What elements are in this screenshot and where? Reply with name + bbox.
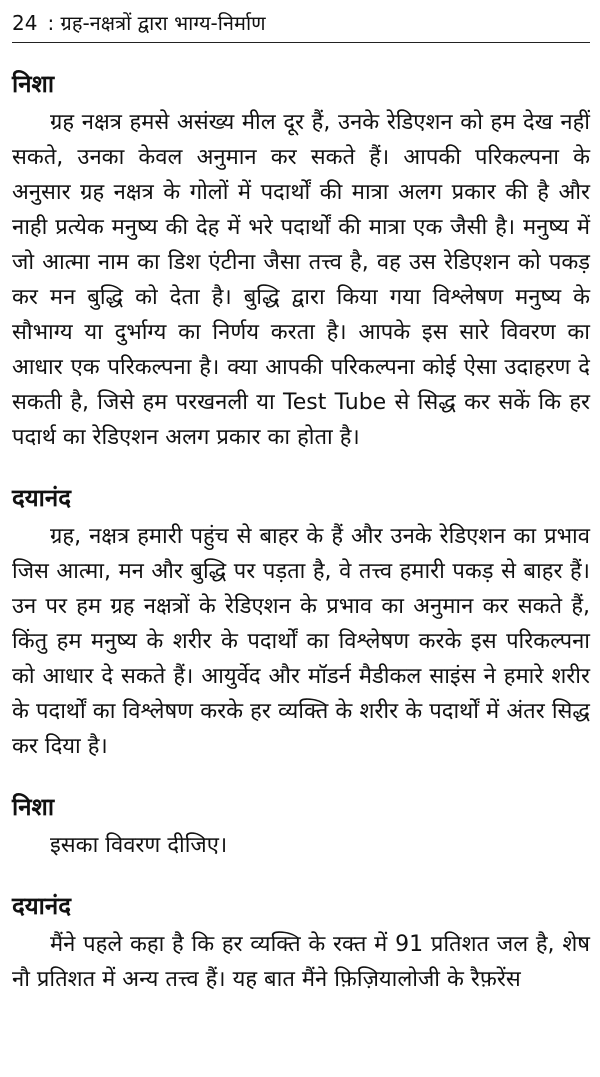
page-number: 24 <box>12 11 38 35</box>
speaker-name: दयानंद <box>12 892 71 920</box>
speaker-name: निशा <box>12 70 55 98</box>
speaker-name: दयानंद <box>12 484 71 512</box>
dialogue-paragraph: ग्रह, नक्षत्र हमारी पहुंच से बाहर के हैं और उनके रेडिएशन का प्रभाव जिस आत्मा, मन और बुद्धि पर पड़ता है, वे तत्त्व हमारी पकड़ से बाहर हैं। उन पर हम ग्रह नक्षत्रों के रेडिएशन के प्रभाव का अनुमान कर सकते हैं, किंतु हम मनुष्य के शरीर के पदार्थों का विश्लेषण करके इस परिकल्पना को आधार दे सकते हैं। आयुर्वेद और मॉडर्न मैडीकल साइंस ने हमारे शरीर के पदार्थों का विश्लेषण करके हर व्यक्ति के शरीर के पदार्थों में अंतर सिद्ध कर दिया है। <box>12 524 590 759</box>
dialogue-paragraph: ग्रह नक्षत्र हमसे असंख्य मील दूर हैं, उनके रेडिएशन को हम देख नहीं सकते, उनका केवल अनुमान कर सकते हैं। आपकी परिकल्पना के अनुसार ग्रह नक्षत्र के गोलों में पदार्थों की मात्रा अलग प्रकार की है और नाही प्रत्येक मनुष्य की देह में भरे पदार्थों की मात्रा एक जैसी है। मनुष्य में जो आत्मा नाम का डिश एंटीना जैसा तत्त्व है, वह उस रेडिएशन को पकड़ कर मन बुद्धि को देता है। बुद्धि द्वारा किया गया विश्लेषण मनुष्य के सौभाग्य या दुर्भाग्य का निर्णय करता है। आपके इस सारे विवरण का आधार एक परिकल्पना है। क्या आपकी परिकल्पना कोई ऐसा उदाहरण दे सकती है, जिसे हम परखनली या Test Tube से सिद्ध कर सकें कि हर पदार्थ का रेडिएशन अलग प्रकार का होता है। <box>12 110 590 450</box>
dialogue-paragraph: इसका विवरण दीजिए। <box>50 833 228 858</box>
dialogue-section-nisha-2 <box>12 790 590 863</box>
speaker-name: निशा <box>12 793 55 821</box>
dialogue-section-dayanand-1 <box>12 481 590 764</box>
dialogue-paragraph: मैंने पहले कहा है कि हर व्यक्ति के रक्त में 91 प्रतिशत जल है, शेष नौ प्रतिशत में अन्य तत्त्व हैं। यह बात मैंने फ़िज़ियालोजी के रैफ़रेंस <box>12 932 590 992</box>
chapter-title: : ग्रह-नक्षत्रों द्वारा भाग्य-निर्माण <box>47 11 266 35</box>
dialogue-section-dayanand-2 <box>12 889 590 997</box>
running-header <box>12 8 590 43</box>
dialogue-section-nisha-1 <box>12 67 590 455</box>
